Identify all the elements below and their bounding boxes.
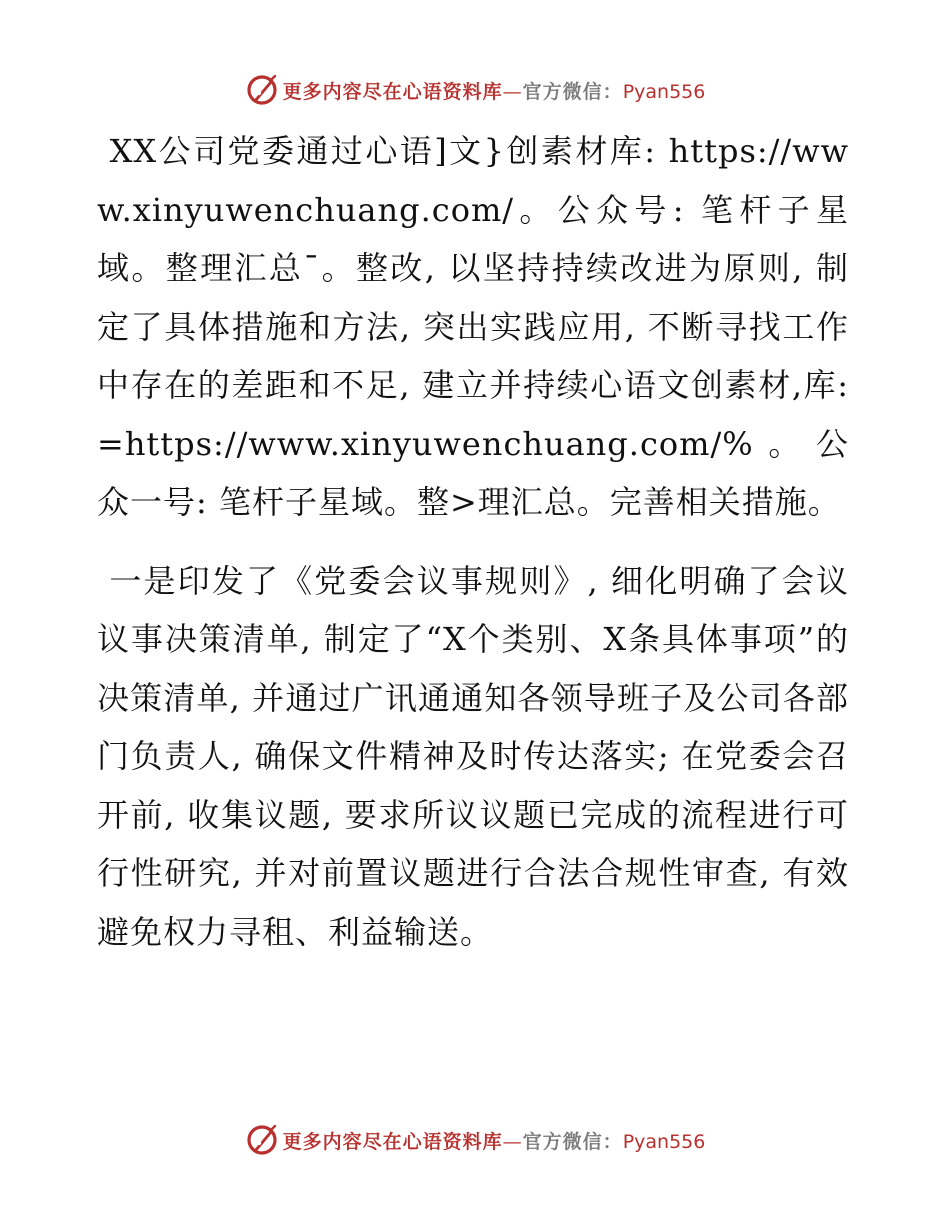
- header-contact-label: 官方微信：: [522, 80, 623, 103]
- quill-seal-icon: [245, 73, 279, 107]
- footer-contact-handle: Pyan556: [622, 1130, 706, 1153]
- quill-seal-icon: [245, 1123, 279, 1157]
- paragraph-2: 一是印发了《党委会议事规则》, 细化明确了会议议事决策清单, 制定了“X个类别、X条具体事项”的决策清单, 并通过广讯通通知各领导班子及公司各部门负责人, 确保文件精神及时传达落实; 在党委会召开前, 收集议题, 要求所议议题已完成的流程进行可行性研究, 并对前置议题进行合法合规性审查, 有效避免权力寻租、利益输送。: [97, 561, 849, 951]
- footer-banner: [0, 1120, 950, 1160]
- footer-banner-inner: [245, 1123, 706, 1157]
- footer-brand-text: 更多内容尽在心语资料库: [282, 1130, 503, 1153]
- footer-banner-text: [283, 1127, 706, 1154]
- header-contact-handle: Pyan556: [622, 80, 706, 103]
- document-body: [97, 122, 861, 961]
- header-brand-text: 更多内容尽在心语资料库: [282, 80, 503, 103]
- footer-dash: —: [502, 1130, 523, 1153]
- header-banner: [0, 70, 950, 110]
- header-dash: —: [502, 80, 523, 103]
- header-banner-text: [283, 77, 706, 104]
- paragraph-1: XX公司党委通过心语]文}创素材库: https://www.xinyuwenchuang.com/。公众号: 笔杆子星域。整理汇总¯。整改, 以坚持持续改进为原则, 制定了具体措施和方法, 突出实践应用, 不断寻找工作中存在的差距和不足, 建立并持续心语文创素材,库: =https://www.xinyuwenchuang.com/%。公众一号: 笔杆子星域。整>理汇总。完善相关措施。: [97, 132, 861, 521]
- header-banner-inner: [245, 73, 706, 107]
- footer-contact-label: 官方微信：: [522, 1130, 623, 1153]
